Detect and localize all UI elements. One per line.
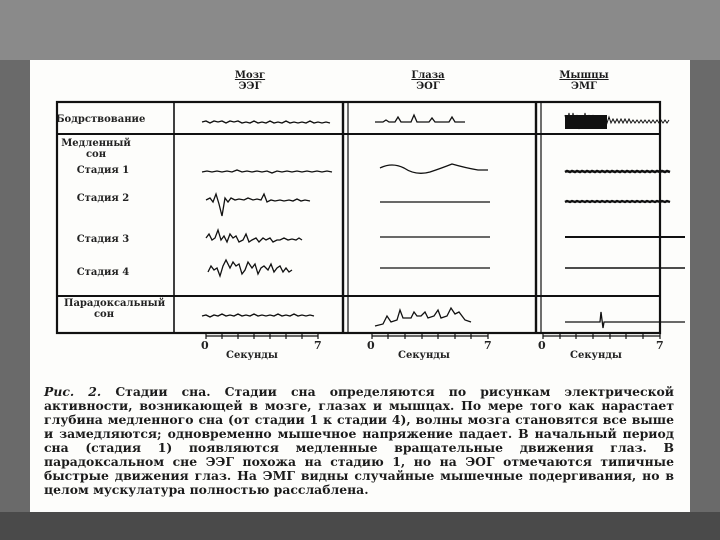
- column-subtitle: ЭМГ: [571, 81, 597, 92]
- column-title: Глаза: [411, 70, 445, 81]
- caption-label: Рис. 2.: [44, 384, 102, 399]
- emg-axis-caption: Секунды: [570, 350, 622, 361]
- eog-trace-awake: [375, 115, 465, 122]
- table-grid: [57, 102, 660, 333]
- row-label-paradoxical-sleep: Парадоксальный сон: [64, 298, 166, 320]
- emg-trace-awake-band: [565, 115, 607, 129]
- column-subtitle: ЭОГ: [416, 81, 440, 92]
- slide-frame-left: [0, 60, 30, 512]
- emg-trace-paradoxical: [565, 312, 685, 328]
- eeg-axis-end: 7: [314, 339, 322, 352]
- emg-axis-start: 0: [538, 339, 546, 352]
- row-label-stage-1: Стадия 1: [76, 165, 130, 176]
- slide-frame-bottom: [0, 512, 720, 540]
- row-label-stage-4: Стадия 4: [76, 267, 130, 278]
- eeg-trace-stage-2: [206, 194, 310, 216]
- row-label-stage-2: Стадия 2: [76, 193, 130, 204]
- row-label-slow-sleep: Медленный сон: [61, 138, 131, 160]
- slide-frame-top: [0, 0, 720, 60]
- eog-axis-end: 7: [484, 339, 492, 352]
- caption-text: Стадии сна. Стадии сна определяются по рисункам электрической активности, возникающей в мозге, глазах и мышцах. По мере того как нарастает глубина медленного сна (от стадии 1 к стадии 4), волны мозга становятся все выше и замедляются; одновременно мышечное напряжение падает. В начальный период сна (стадия 1) появляются медленные вращательные движения глаз. В парадоксальном сне ЭЭГ похожа на стадию 1, но на ЭОГ отмечаются типичные быстрые движения глаз. На ЭМГ видны случайные мышечные подергивания, но в целом мускулатура полностью расслаблена.: [44, 384, 674, 497]
- eeg-traces: [202, 121, 332, 317]
- eeg-trace-stage-1: [202, 170, 332, 173]
- slide-frame-right: [690, 60, 720, 512]
- eeg-trace-awake: [202, 121, 330, 123]
- emg-axis-end: 7: [656, 339, 664, 352]
- column-subtitle: ЭЭГ: [238, 81, 262, 92]
- column-title: Мышцы: [559, 70, 609, 81]
- sleep-stages-figure: [30, 60, 690, 380]
- figure-caption: [44, 385, 674, 497]
- column-title: Мозг: [234, 70, 266, 81]
- row-label-stage-3: Стадия 3: [76, 234, 130, 245]
- eog-traces: [375, 115, 490, 326]
- figure-drawing: [30, 60, 690, 380]
- scanned-page: [30, 60, 690, 512]
- emg-trace-stage-2: [565, 201, 670, 202]
- eeg-axis-caption: Секунды: [226, 350, 278, 361]
- eog-trace-stage-1: [380, 164, 488, 173]
- eeg-axis-start: 0: [201, 339, 209, 352]
- eeg-trace-paradoxical: [202, 314, 314, 317]
- eog-trace-paradoxical: [375, 308, 471, 326]
- eog-axis-caption: Секунды: [398, 350, 450, 361]
- eog-axis-start: 0: [367, 339, 375, 352]
- emg-trace-stage-1: [565, 171, 670, 172]
- eeg-trace-stage-3: [206, 230, 302, 242]
- eeg-trace-stage-4: [208, 260, 292, 276]
- row-label-awake: Бодрствование: [56, 114, 146, 125]
